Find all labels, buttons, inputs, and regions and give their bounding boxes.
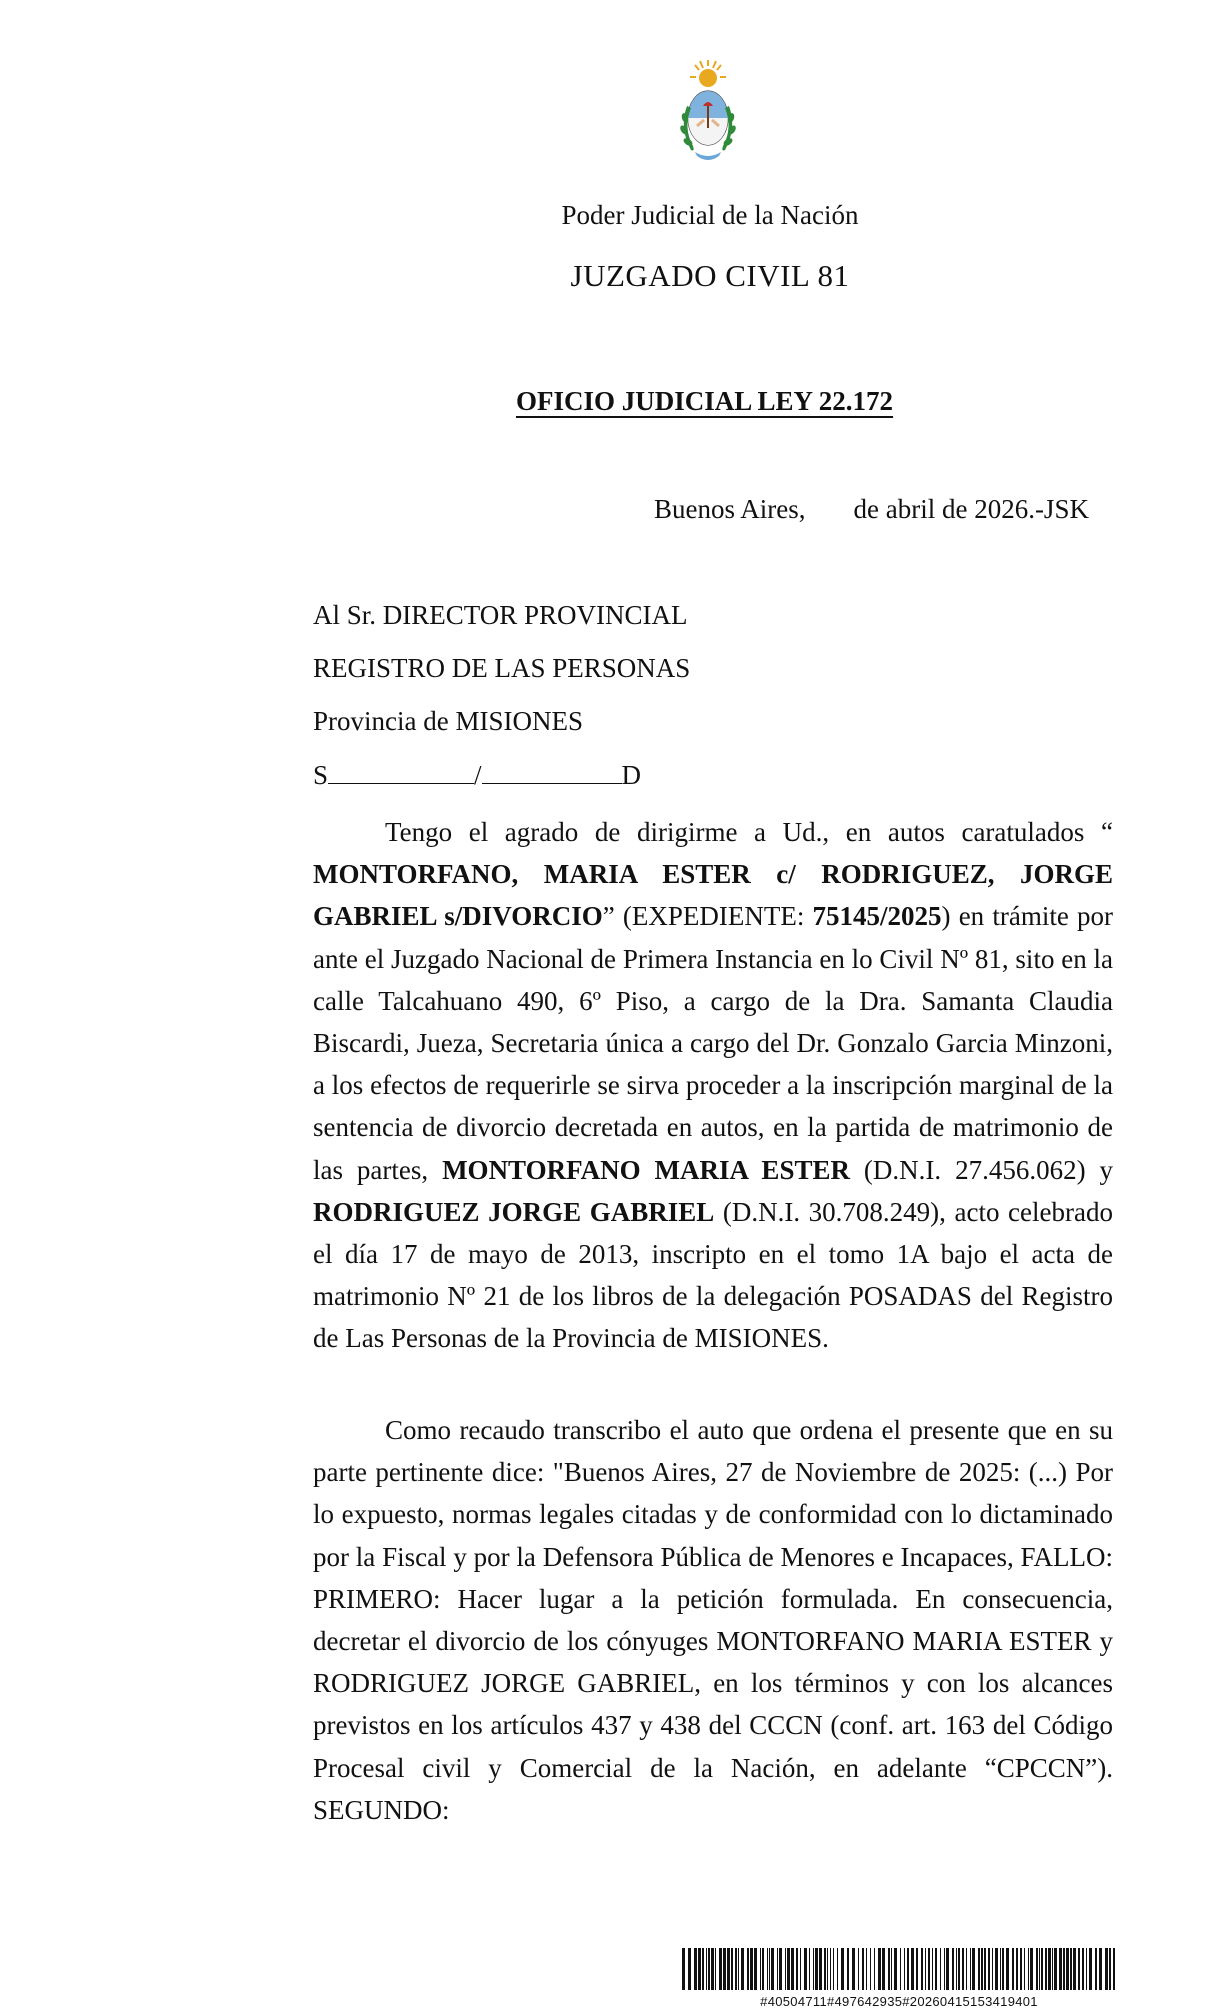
barcode-bar [837, 1948, 838, 1990]
barcode-bar [785, 1948, 786, 1990]
barcode-bar [904, 1948, 905, 1990]
barcode-bar [1113, 1948, 1115, 1990]
barcode-bar [735, 1948, 737, 1990]
barcode-bar [750, 1948, 753, 1990]
barcode-bar [862, 1948, 864, 1990]
barcode-bar [809, 1948, 810, 1990]
barcode-bar [992, 1948, 993, 1990]
file-number: 75145/2025 [812, 901, 942, 932]
barcode-bar [1073, 1948, 1076, 1990]
barcode-bar [787, 1948, 790, 1990]
addressee-line-2: REGISTRO DE LAS PERSONAS [313, 653, 691, 683]
barcode-bar [813, 1948, 814, 1990]
barcode-bar [852, 1948, 855, 1990]
barcode-bar [702, 1948, 704, 1990]
barcode-bar [946, 1948, 949, 1990]
sd-suffix: D [621, 760, 642, 790]
barcode-bar [962, 1948, 964, 1990]
barcode-bar [804, 1948, 807, 1990]
barcode-bar [841, 1948, 844, 1990]
barcode-bar [731, 1948, 733, 1990]
barcode-bar [1020, 1948, 1022, 1990]
barcode-bar [830, 1948, 831, 1990]
barcode-bar [682, 1948, 685, 1990]
date-line [654, 494, 1089, 525]
barcode-bar [688, 1948, 691, 1990]
barcode-bar [1059, 1948, 1062, 1990]
barcode-bar [970, 1948, 971, 1990]
barcode-bar [708, 1948, 710, 1990]
barcode-bar [858, 1948, 859, 1990]
barcode-bar [928, 1948, 930, 1990]
barcode-bar [1036, 1948, 1038, 1990]
barcode-bar [719, 1948, 722, 1990]
barcode-bar [767, 1948, 768, 1990]
barcode-bar [916, 1948, 918, 1990]
barcode-bar [706, 1948, 707, 1990]
barcode-bar [723, 1948, 726, 1990]
barcode-bar [1052, 1948, 1053, 1990]
addressee-line-4 [313, 759, 641, 791]
barcode-bar [762, 1948, 764, 1990]
barcode-bar [754, 1948, 757, 1990]
barcode-bar [1078, 1948, 1080, 1990]
barcode-bar [738, 1948, 739, 1990]
barcode-bar [988, 1948, 990, 1990]
barcode-bar [1070, 1948, 1072, 1990]
barcode-bar [1039, 1948, 1040, 1990]
barcode-bar [1045, 1948, 1047, 1990]
barcode-bar [921, 1948, 923, 1990]
barcode-bar [1002, 1948, 1004, 1990]
barcode-bar [1028, 1948, 1029, 1990]
barcode-bar [891, 1948, 892, 1990]
barcode-bar [1105, 1948, 1108, 1990]
barcode-bar [1063, 1948, 1065, 1990]
barcode-bar [966, 1948, 967, 1990]
paragraph-text: Como recaudo transcribo el auto que ordena el presente que en su parte pertinente dice: "Buenos Aires, 27 de Noviembre de 2025: (...) Por lo expuesto, normas legales citadas y de conformidad con lo dictaminado por la Fiscal y por la Defensora Pública de Menores e Incapaces, FALLO: PRIMERO: Hacer lugar a la petición formulada. En consecuencia, decretar el divorcio de los cónyuges MONTORFANO MARIA ESTER y RODRIGUEZ JORGE GABRIEL, en los términos y con los alcances previstos en los artículos 437 y 438 del CCCN (conf. art. 163 del Código Procesal civil y Comercial de la Nación, en adelante “CPCCN”). SEGUNDO: [313, 1415, 1113, 1825]
barcode-bar [694, 1948, 697, 1990]
date-text: de abril de 2026.-JSK [853, 494, 1089, 524]
barcode-bar [769, 1948, 770, 1990]
ribbon-icon [695, 152, 721, 160]
barcode-bar [1006, 1948, 1009, 1990]
barcode-bar [760, 1948, 761, 1990]
court-name: JUZGADO CIVIL 81 [570, 258, 850, 293]
party-name: MONTORFANO MARIA ESTER [442, 1154, 850, 1185]
barcode-bar [972, 1948, 975, 1990]
barcode-number: #40504711#497642935#20260415153419401 [760, 1994, 1038, 2009]
barcode-bar [1048, 1948, 1051, 1990]
text-span: (D.N.I. 27.456.062) y [849, 1154, 1113, 1185]
barcode-bar [833, 1948, 834, 1990]
barcode-bar [1041, 1948, 1043, 1990]
barcode-bar [874, 1948, 875, 1990]
barcode-bar [981, 1948, 983, 1990]
barcode-bar [800, 1948, 801, 1990]
barcode-bar [771, 1948, 774, 1990]
document-title: OFICIO JUDICIAL LEY 22.172 [516, 386, 894, 416]
sd-prefix: S [313, 760, 329, 790]
barcode-bar [698, 1948, 701, 1990]
barcode-bar [1089, 1948, 1092, 1990]
addressee-line-1: Al Sr. DIRECTOR PROVINCIAL [313, 600, 688, 630]
barcode-bar [827, 1948, 828, 1990]
barcode-bar [935, 1948, 937, 1990]
barcode-bar [958, 1948, 960, 1990]
body-paragraph-2 [313, 1409, 1113, 1843]
barcode-bar [791, 1948, 794, 1990]
barcode-bar [1016, 1948, 1018, 1990]
barcode-bar [847, 1948, 849, 1990]
coat-of-arms-seal [673, 56, 743, 176]
barcode-bar [995, 1948, 998, 1990]
sd-separator: / [474, 760, 482, 790]
barcode-bar [952, 1948, 954, 1990]
barcode-bar [711, 1948, 714, 1990]
barcode-bar [888, 1948, 890, 1990]
case-title: MONTORFANO, MARIA ESTER c/ RODRIGUEZ, JORGE GABRIEL s/DIVORCIO [313, 859, 1113, 932]
barcode-bar [1099, 1948, 1102, 1990]
blank-line [482, 759, 622, 784]
barcode-bar [940, 1948, 941, 1990]
barcode-bar [882, 1948, 885, 1990]
barcode [682, 1948, 1116, 1990]
date-city: Buenos Aires, [654, 494, 806, 524]
barcode-bar [944, 1948, 945, 1990]
barcode-bar [870, 1948, 871, 1990]
barcode-bar [777, 1948, 778, 1990]
barcode-bar [796, 1948, 798, 1990]
barcode-bar [1095, 1948, 1097, 1990]
barcode-bar [779, 1948, 782, 1990]
text-span: (D.N.I. 30.708.249), acto celebrado el día 17 de mayo de 2013, inscripto en el tomo 1A bajo el acta de matrimonio Nº 21 de los libros de la delegación POSADAS del Registro de Las Personas de la Provincia de MISIONES. [313, 1196, 1113, 1354]
body-paragraph-1 [313, 811, 1113, 1372]
barcode-bar [1054, 1948, 1057, 1990]
barcode-bar [900, 1948, 901, 1990]
barcode-bar [1109, 1948, 1111, 1990]
barcode-bar [727, 1948, 730, 1990]
addressee-line-3: Provincia de MISIONES [313, 706, 583, 736]
barcode-bar [1082, 1948, 1084, 1990]
barcode-bar [925, 1948, 926, 1990]
barcode-bar [956, 1948, 957, 1990]
party-name: RODRIGUEZ JORGE GABRIEL [313, 1196, 715, 1227]
barcode-bar [815, 1948, 818, 1990]
barcode-bar [819, 1948, 822, 1990]
barcode-bar [911, 1948, 914, 1990]
text-span: ” (EXPEDIENTE: [602, 901, 813, 932]
barcode-bar [1000, 1948, 1001, 1990]
barcode-bar [747, 1948, 749, 1990]
barcode-bar [824, 1948, 826, 1990]
barcode-bar [894, 1948, 897, 1990]
barcode-bar [907, 1948, 909, 1990]
text-span: Tengo el agrado de dirigirme a Ud., en autos caratulados “ [385, 817, 1113, 847]
barcode-bar [932, 1948, 933, 1990]
barcode-bar [1066, 1948, 1069, 1990]
barcode-bar [866, 1948, 867, 1990]
blank-line [328, 759, 474, 784]
text-span: ) en trámite por ante el Juzgado Nacional de Primera Instancia en lo Civil Nº 81, sito en la calle Talcahuano 490, 6º Piso, a cargo de la Dra. Samanta Claudia Biscardi, Jueza, Secretaria única a cargo del Dr. Gonzalo Garcia Minzoni, a los efectos de requerirle se sirva proceder a la inscripción marginal de la sentencia de divorcio decretada en autos, en la partida de matrimonio de las partes, [313, 901, 1113, 1185]
barcode-bar [741, 1948, 744, 1990]
barcode-bar [715, 1948, 716, 1990]
sun-icon [690, 60, 726, 87]
barcode-bar [1030, 1948, 1033, 1990]
barcode-bar [1024, 1948, 1025, 1990]
barcode-bar [1012, 1948, 1014, 1990]
barcode-bar [978, 1948, 980, 1990]
barcode-bar [984, 1948, 986, 1990]
shield-icon [688, 91, 728, 145]
organization-header: Poder Judicial de la Nación [561, 200, 859, 230]
barcode-bar [878, 1948, 881, 1990]
barcode-bar [1086, 1948, 1087, 1990]
